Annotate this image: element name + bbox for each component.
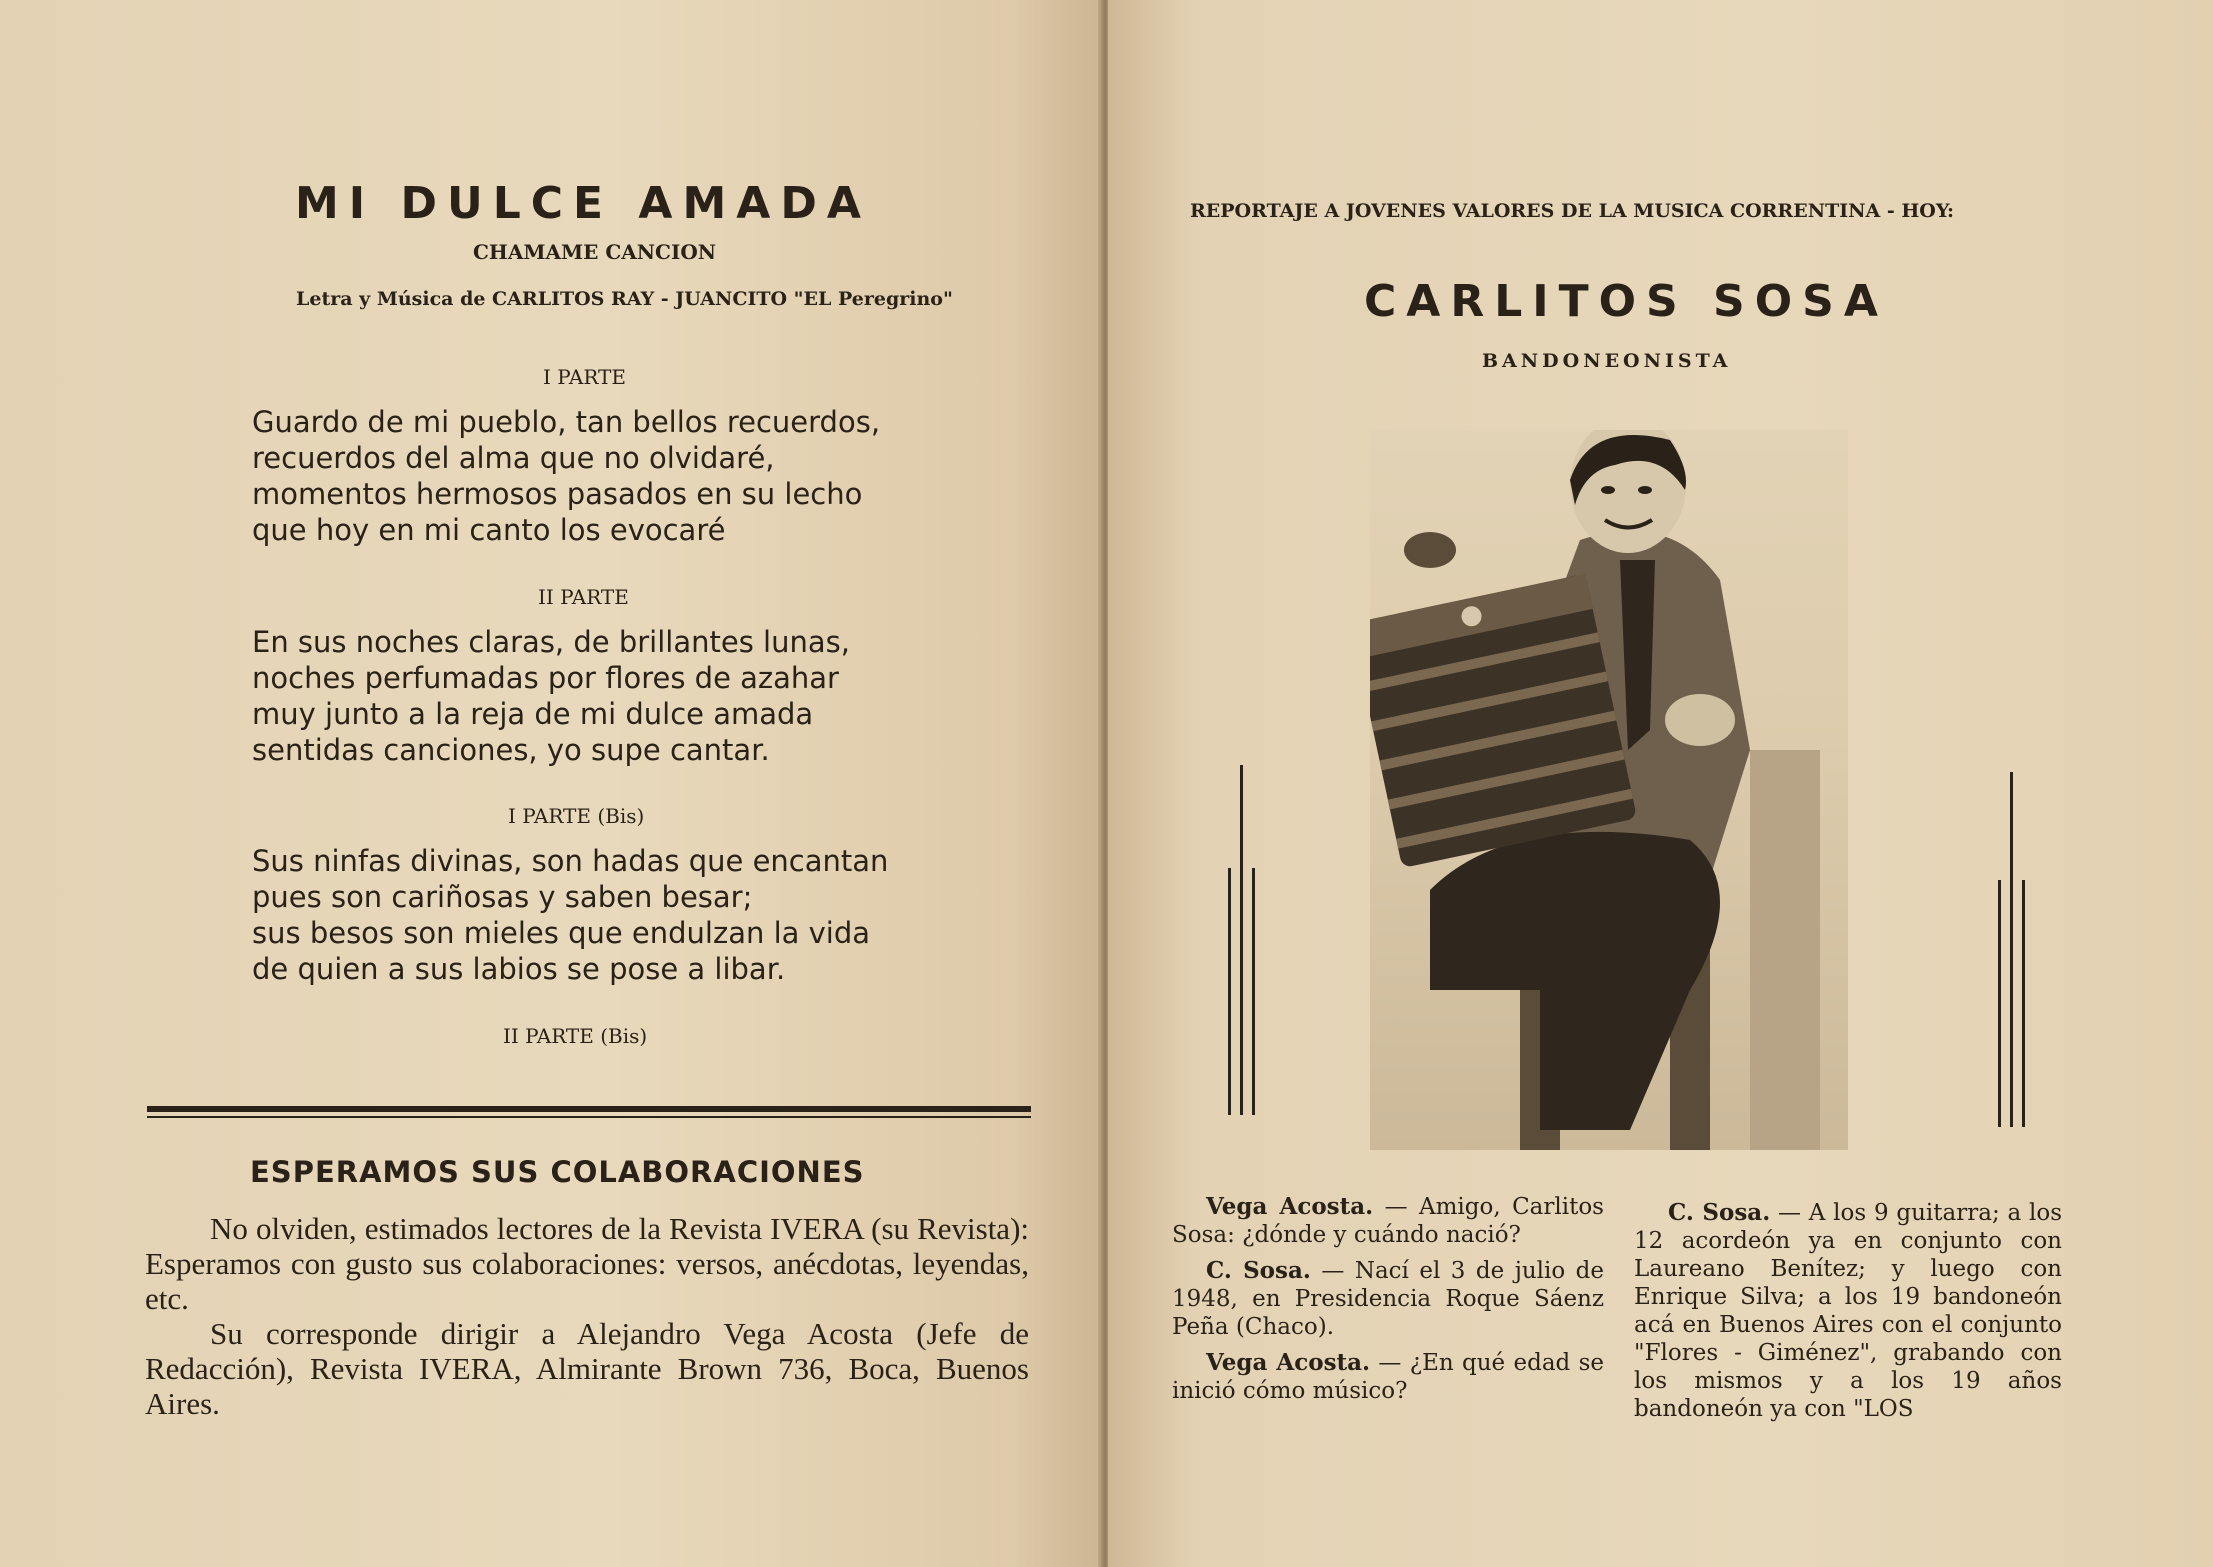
decor-line [1240,765,1243,1115]
verse-line: noches perfumadas por flores de azahar [252,661,839,695]
verse-line: sus besos son mieles que endulzan la vida [252,916,871,950]
interview-entry [1172,1257,1604,1341]
speaker: C. Sosa. [1668,1199,1771,1226]
song-credits: Letra y Música de CARLITOS RAY - JUANCITO "EL Peregrino" [296,288,953,310]
verse-line: recuerdos del alma que no olvidaré, [252,441,775,475]
verse-line: muy junto a la reja de mi dulce amada [252,697,814,731]
speaker: C. Sosa. [1206,1257,1311,1284]
verse-line: Sus ninfas divinas, son hadas que encantan [252,844,889,878]
verse-line: momentos hermosos pasados en su lecho [252,477,863,511]
artist-role: BANDONEONISTA [1482,350,1732,372]
verse-line: pues son cariñosas y saben besar; [252,880,753,914]
answer: — ¿En qué edad se inició cómo músico? [1172,1350,1604,1404]
artist-photo [1370,430,1848,1150]
decor-line [1252,868,1255,1115]
colaboraciones-body [145,1211,1029,1421]
section-label-4: II PARTE (Bis) [503,1024,648,1048]
interview-entry [1172,1349,1604,1405]
section-label-1: I PARTE [543,365,626,389]
verse-1 [252,404,880,548]
song-title: MI DULCE AMADA [295,178,871,229]
verse-line: Guardo de mi pueblo, tan bellos recuerdos, [252,405,881,439]
verse-3 [252,843,888,987]
colaboraciones-heading: ESPERAMOS SUS COLABORACIONES [250,1155,865,1189]
verse-2 [252,624,850,768]
colaboraciones-paragraph: No olviden, estimados lectores de la Revista IVERA (su Revista): Esperamos con gusto sus colaboraciones: versos, anécdotas, leyendas, etc. [145,1211,1029,1316]
answer: — Amigo, Carlitos Sosa: ¿dónde y cuándo nació? [1172,1194,1604,1248]
verse-line: que hoy en mi canto los evocaré [252,513,726,547]
artist-name: CARLITOS SOSA [1364,276,1888,327]
section-label-2: II PARTE [538,585,629,609]
bandoneon-player-illustration [1370,430,1848,1150]
song-genre: CHAMAME CANCION [473,240,717,264]
report-kicker: REPORTAJE A JOVENES VALORES DE LA MUSICA CORRENTINA - HOY: [1190,200,1955,222]
verse-line: de quien a sus labios se pose a libar. [252,952,786,986]
section-label-3: I PARTE (Bis) [508,804,645,828]
interview-column-right [1634,1199,2062,1431]
decor-line [1998,880,2001,1127]
divider-rule-thin [147,1116,1031,1118]
decor-line [2022,880,2025,1127]
decor-line [2010,772,2013,1127]
interview-entry [1634,1199,2062,1423]
speaker: Vega Acosta. [1206,1349,1371,1376]
verse-line: sentidas canciones, yo supe cantar. [252,733,770,767]
left-page [0,0,1102,1567]
verse-line: En sus noches claras, de brillantes lunas, [252,625,850,659]
answer: — Nací el 3 de julio de 1948, en Presidencia Roque Sáenz Peña (Chaco). [1172,1258,1604,1340]
speaker: Vega Acosta. [1206,1193,1374,1220]
interview-column-left [1172,1193,1604,1413]
divider-rule [147,1106,1031,1112]
colaboraciones-paragraph: Su corresponde dirigir a Alejandro Vega Acosta (Jefe de Redacción), Revista IVERA, Almirante Brown 736, Boca, Buenos Aires. [145,1316,1029,1421]
interview-entry [1172,1193,1604,1249]
decor-line [1228,868,1231,1115]
answer: — A los 9 guitarra; a los 12 acordeón ya en conjunto con Laureano Benítez; y luego con Enrique Silva; a los 19 bandoneón acá en Buenos Aires con el conjunto "Flores - Giménez", grabando con los mismos y a los 19 años bandoneón ya con "LOS [1634,1200,2062,1422]
